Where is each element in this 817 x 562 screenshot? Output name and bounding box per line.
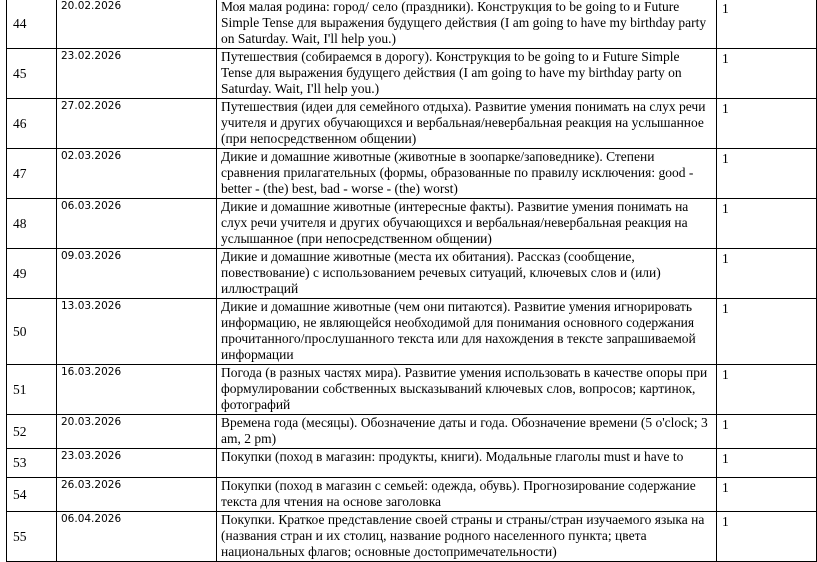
lesson-date: 06.04.2026 — [57, 512, 217, 562]
lesson-number: 53 — [7, 449, 57, 478]
table-row — [7, 449, 817, 478]
lesson-hours: 1 — [717, 49, 817, 99]
lesson-date: 06.03.2026 — [57, 199, 217, 249]
lesson-hours: 1 — [717, 99, 817, 149]
lesson-number: 51 — [7, 365, 57, 415]
lesson-number: 48 — [7, 199, 57, 249]
table-row — [7, 249, 817, 299]
lesson-hours: 1 — [717, 365, 817, 415]
lesson-number: 52 — [7, 415, 57, 449]
table-row — [7, 478, 817, 512]
lesson-hours: 1 — [717, 199, 817, 249]
lesson-topic: Моя малая родина: город/ село (праздники). Конструкция to be going to и Future Simple Tense для выражения будущего действия (I am going to have my birthday party on Saturday. Wait, I'll help you.) — [217, 0, 717, 49]
lesson-topic: Дикие и домашние животные (животные в зоопарке/заповеднике). Степени сравнения прилагательных (формы, образованные по правилу исключения: good - better - (the) best, bad - worse - (the) worst) — [217, 149, 717, 199]
lesson-hours: 1 — [717, 149, 817, 199]
lesson-hours: 1 — [717, 478, 817, 512]
lesson-number: 45 — [7, 49, 57, 99]
lesson-number: 47 — [7, 149, 57, 199]
lesson-topic: Дикие и домашние животные (интересные факты). Развитие умения понимать на слух речи учителя и других обучающихся и вербальная/невербальная реакция на услышанное (при непосредственном общении) — [217, 199, 717, 249]
lesson-hours: 1 — [717, 249, 817, 299]
lesson-number: 50 — [7, 299, 57, 365]
table-row — [7, 299, 817, 365]
table-row — [7, 0, 817, 49]
table-row — [7, 99, 817, 149]
lesson-date: 20.03.2026 — [57, 415, 217, 449]
lesson-schedule-table — [6, 0, 817, 562]
lesson-date: 02.03.2026 — [57, 149, 217, 199]
lesson-topic: Покупки. Краткое представление своей страны и страны/стран изучаемого языка на (названия стран и их столиц, название родного населенного пункта; цвета национальных флагов; основные достопримечательности) — [217, 512, 717, 562]
lesson-number: 49 — [7, 249, 57, 299]
lesson-date: 27.02.2026 — [57, 99, 217, 149]
lesson-date: 23.02.2026 — [57, 49, 217, 99]
lesson-hours: 1 — [717, 299, 817, 365]
lesson-topic: Дикие и домашние животные (чем они питаются). Развитие умения игнорировать информацию, не являющейся необходимой для понимания основного содержания прочитанного/прослушанного текста или для нахождения в тексте запрашиваемой информации — [217, 299, 717, 365]
lesson-topic: Дикие и домашние животные (места их обитания). Рассказ (сообщение, повествование) с использованием речевых ситуаций, ключевых слов и (или) иллюстраций — [217, 249, 717, 299]
table-row — [7, 365, 817, 415]
lesson-topic: Путешествия (собираемся в дорогу). Конструкция to be going to и Future Simple Tense для выражения будущего действия (I am going to have my birthday party on Saturday. Wait, I'll help you.) — [217, 49, 717, 99]
lesson-date: 20.02.2026 — [57, 0, 217, 49]
lesson-topic: Путешествия (идеи для семейного отдыха). Развитие умения понимать на слух речи учителя и других обучающихся и вербальная/невербальная реакция на услышанное (при непосредственном общении) — [217, 99, 717, 149]
lesson-number: 44 — [7, 0, 57, 49]
table-row — [7, 512, 817, 562]
lesson-hours: 1 — [717, 512, 817, 562]
lesson-date: 13.03.2026 — [57, 299, 217, 365]
lesson-topic: Погода (в разных частях мира). Развитие умения использовать в качестве опоры при формулировании собственных высказываний ключевых слов, вопросов; картинок, фотографий — [217, 365, 717, 415]
lesson-rows — [7, 0, 817, 562]
lesson-topic: Покупки (поход в магазин с семьей: одежда, обувь). Прогнозирование содержание текста для чтения на основе заголовка — [217, 478, 717, 512]
table-row — [7, 415, 817, 449]
lesson-topic: Времена года (месяцы). Обозначение даты и года. Обозначение времени (5 o'clock; 3 am, 2 pm) — [217, 415, 717, 449]
lesson-date: 23.03.2026 — [57, 449, 217, 478]
lesson-hours: 1 — [717, 449, 817, 478]
lesson-date: 26.03.2026 — [57, 478, 217, 512]
lesson-hours: 1 — [717, 0, 817, 49]
lesson-number: 54 — [7, 478, 57, 512]
lesson-date: 09.03.2026 — [57, 249, 217, 299]
lesson-topic: Покупки (поход в магазин: продукты, книги). Модальные глаголы must и have to — [217, 449, 717, 478]
table-row — [7, 149, 817, 199]
lesson-number: 46 — [7, 99, 57, 149]
lesson-hours: 1 — [717, 415, 817, 449]
table-row — [7, 49, 817, 99]
lesson-number: 55 — [7, 512, 57, 562]
table-row — [7, 199, 817, 249]
lesson-date: 16.03.2026 — [57, 365, 217, 415]
